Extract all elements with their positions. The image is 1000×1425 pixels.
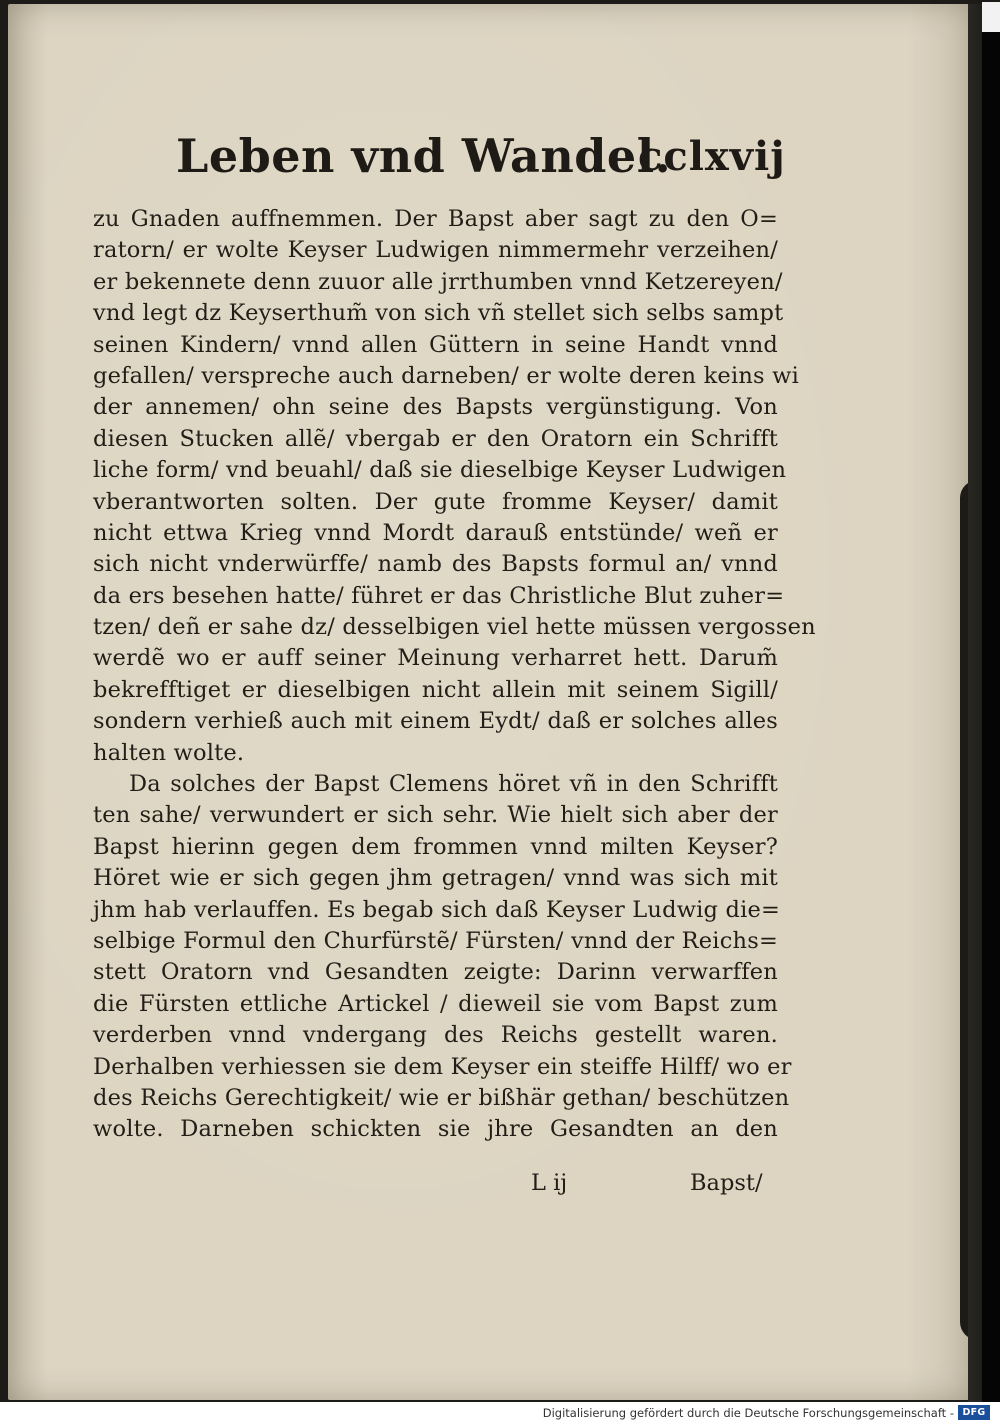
text-line: sondern verhieß auch mit einem Eydt/ daß er solches alles <box>93 708 778 735</box>
dfg-logo: DFG <box>958 1405 990 1420</box>
body-text <box>93 204 816 1146</box>
text-line: Bapst hierinn gegen dem frommen vnnd milten Keyser? <box>93 833 778 860</box>
text-line: jhm hab verlauffen. Es begab sich daß Keyser Ludwig die= <box>93 896 781 923</box>
text-line: verderben vnnd vndergang des Reichs gestellt waren. <box>93 1022 778 1049</box>
catch-line <box>93 1170 778 1202</box>
text-line: die Fürsten ettliche Artickel / dieweil sie vom Bapst zum <box>93 990 778 1017</box>
text-line: da ers besehen hatte/ führet er das Christliche Blut zuher= <box>93 582 785 609</box>
text-line: tzen/ deñ er sahe dz/ desselbigen viel hette müssen vergossen <box>93 614 816 641</box>
scan-ruler-strip <box>982 2 1000 1402</box>
funding-credit: Digitalisierung gefördert durch die Deutsche Forschungsgemeinschaft - <box>542 1406 954 1420</box>
text-line: Da solches der Bapst Clemens höret vñ in den Schrifft <box>129 771 778 798</box>
text-line: diesen Stucken allẽ/ vbergab er den Oratorn ein Schrifft <box>93 425 778 452</box>
page-header <box>176 129 786 199</box>
running-head: Leben vnd Wandel. <box>176 129 672 183</box>
signature-mark: L ij <box>531 1170 568 1196</box>
text-line: selbige Formul den Churfürstẽ/ Fürsten/ vnnd der Reichs= <box>93 927 778 954</box>
footer-bar <box>0 1402 1000 1425</box>
text-line: wolte. Darneben schickten sie jhre Gesandten an den <box>93 1116 778 1143</box>
text-line: seinen Kindern/ vnnd allen Güttern in seine Handt vnnd <box>93 331 778 358</box>
text-line: er bekennete denn zuuor alle jrrthumben vnnd Ketzereyen/ <box>93 268 783 295</box>
catchword: Bapst/ <box>690 1170 763 1196</box>
text-line: zu Gnaden auffnemmen. Der Bapst aber sagt zu den O= <box>93 206 778 232</box>
text-line: ten sahe/ verwundert er sich sehr. Wie hielt sich aber der <box>93 802 778 829</box>
text-line: werdẽ wo er auff seiner Meinung verharret hett. Darum̃ <box>93 645 778 672</box>
text-line: bekrefftiget er dieselbigen nicht allein mit seinem Sigill/ <box>93 676 778 703</box>
text-line: der annemen/ ohn seine des Bapsts vergünstigung. Von <box>93 394 778 421</box>
text-line: stett Oratorn vnd Gesandten zeigte: Darinn verwarffen <box>93 959 778 986</box>
text-line: ratorn/ er wolte Keyser Ludwigen nimmermehr verzeihen/ <box>93 237 778 264</box>
ruler-marker <box>982 2 1000 32</box>
text-line: vnd legt dz Keyserthum̃ von sich vñ stellet sich selbs sampt <box>93 300 784 327</box>
text-line: nicht ettwa Krieg vnnd Mordt darauß entstünde/ weñ er <box>93 519 778 546</box>
book-page <box>8 4 974 1400</box>
text-line: gefallen/ verspreche auch darneben/ er wolte deren keins wi <box>93 362 799 389</box>
text-line: Höret wie er sich gegen jhm getragen/ vnnd was sich mit <box>93 865 778 892</box>
text-line: sich nicht vnderwürffe/ namb des Bapsts formul an/ vnnd <box>93 551 778 578</box>
text-line: vberantworten solten. Der gute fromme Keyser/ damit <box>93 488 778 515</box>
text-line: liche form/ vnd beuahl/ daß sie dieselbige Keyser Ludwigen <box>93 457 787 484</box>
folio-number: cclxvij <box>638 133 786 180</box>
text-line: halten wolte. <box>93 739 245 766</box>
text-line: des Reichs Gerechtigkeit/ wie er bißhär gethan/ beschützen <box>93 1084 790 1111</box>
text-line: Derhalben verhiessen sie dem Keyser ein steiffe Hilff/ wo er <box>93 1053 792 1080</box>
